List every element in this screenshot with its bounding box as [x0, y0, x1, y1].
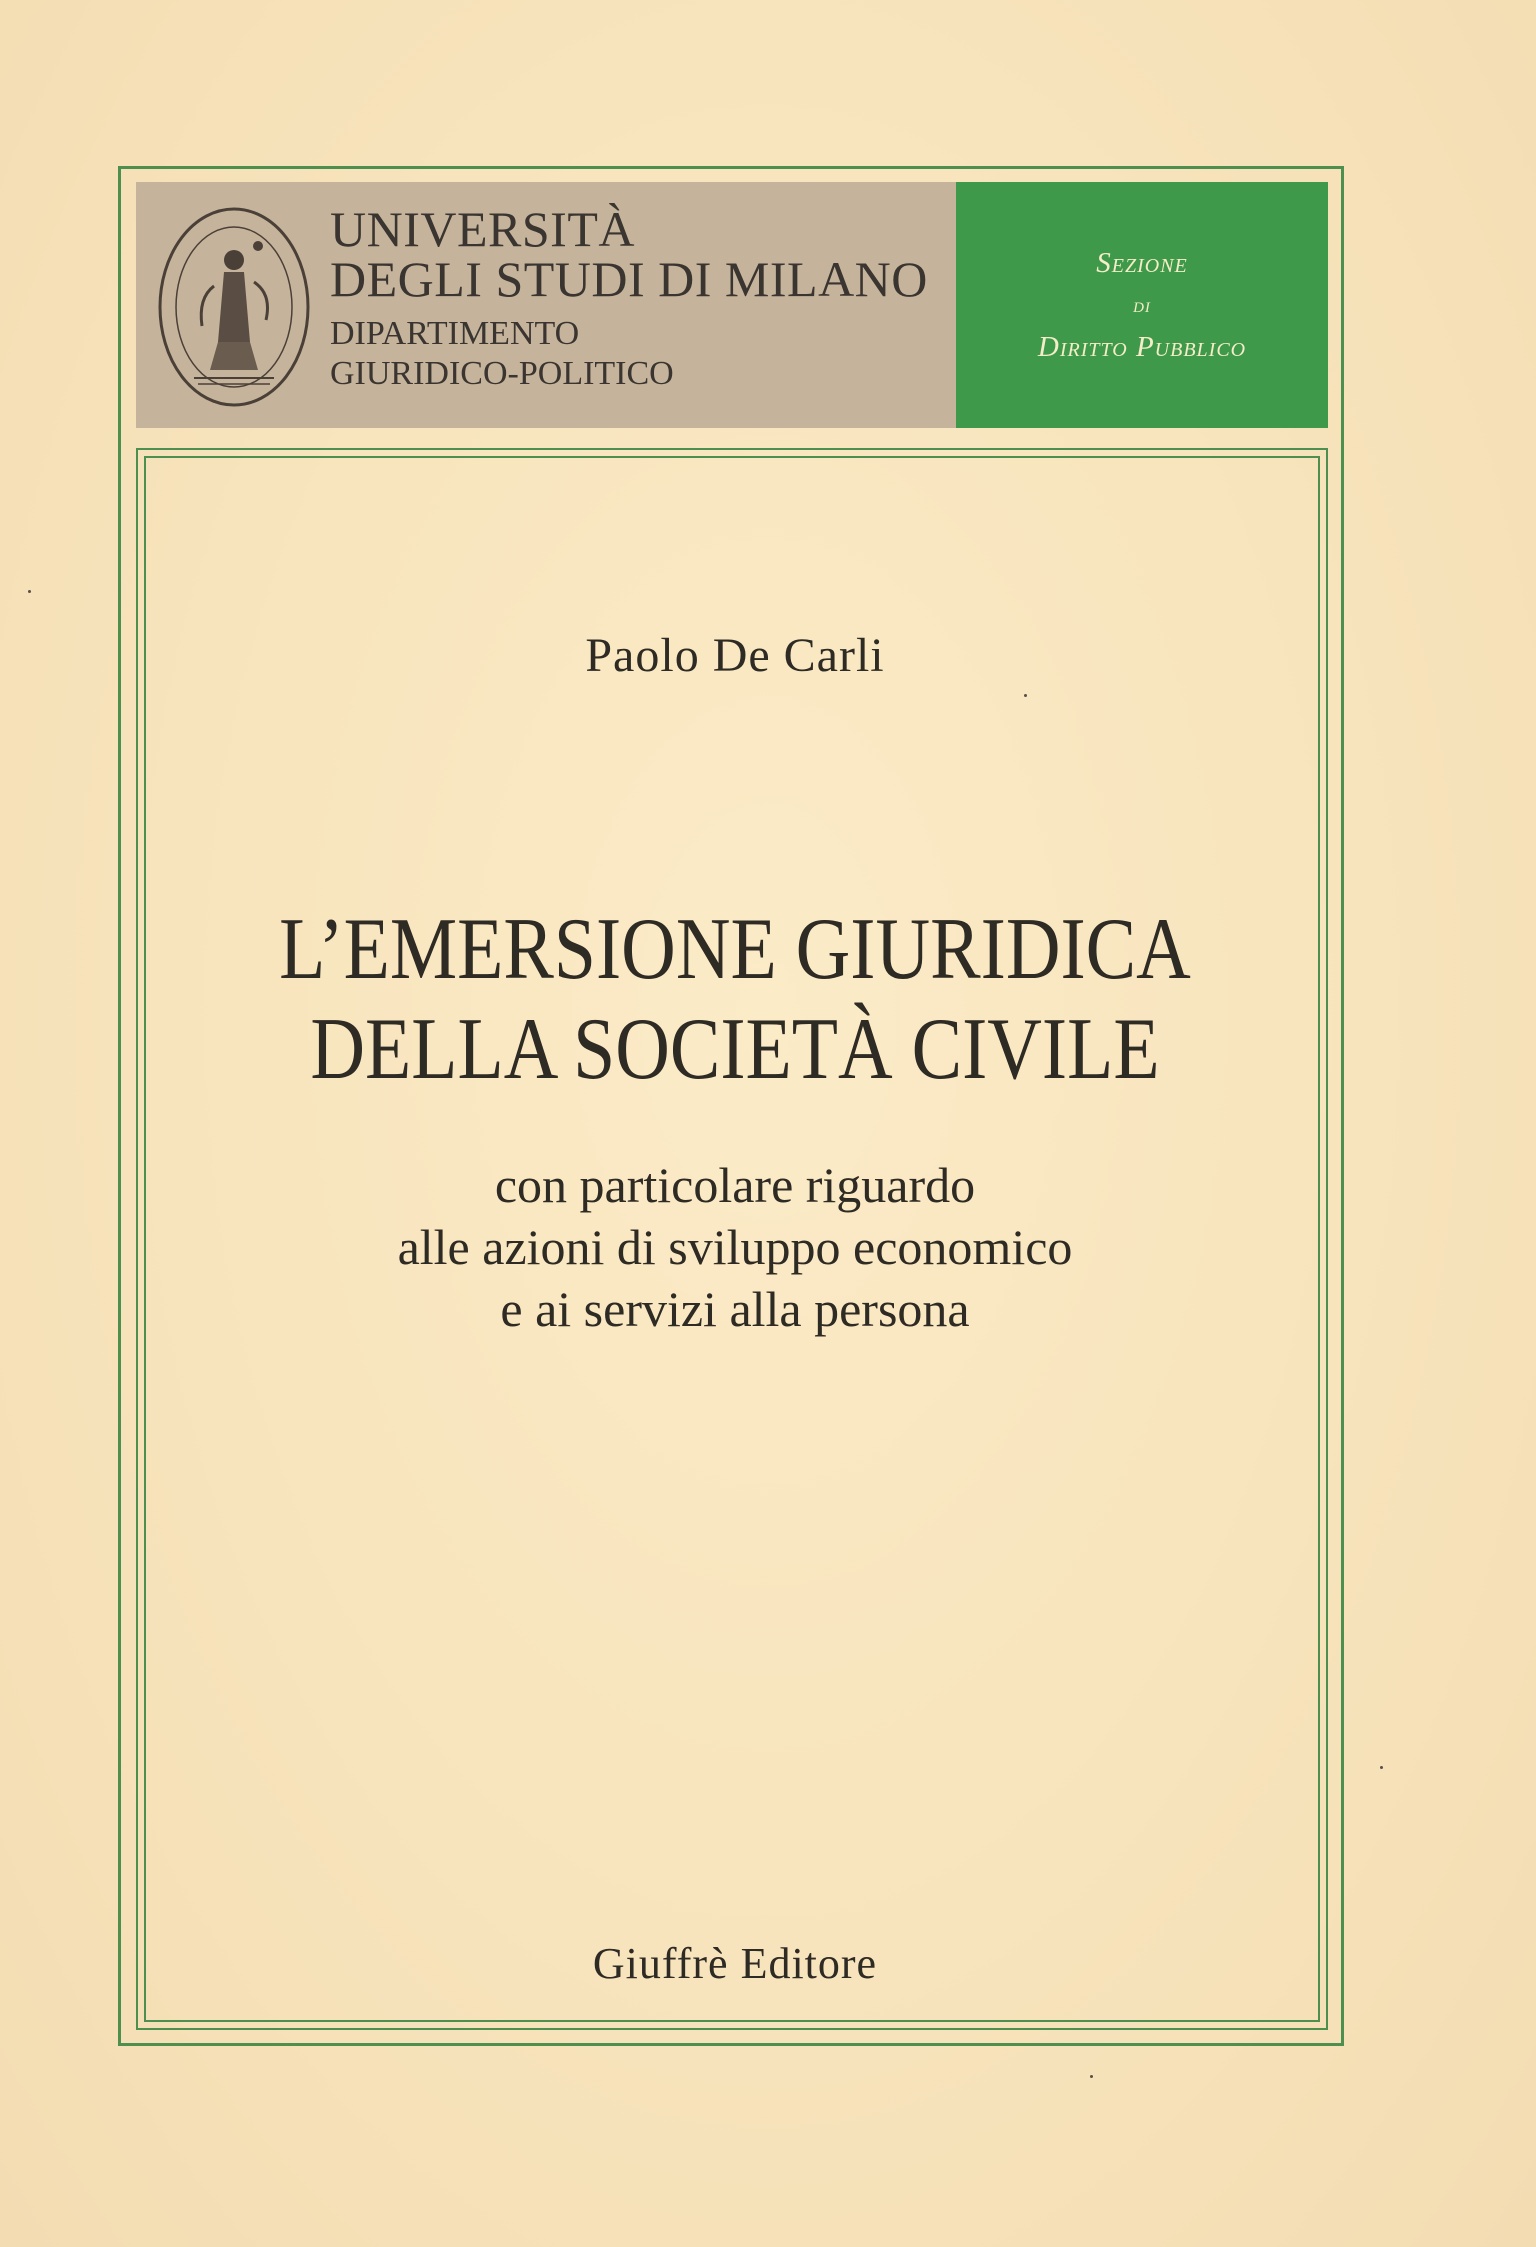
paper-speck: [1090, 2075, 1093, 2078]
university-name-block: [330, 201, 928, 394]
header-band: [136, 182, 1328, 428]
subtitle-line-1: con particolare riguardo: [494, 1157, 976, 1213]
university-seal-icon: [154, 202, 314, 412]
department-line-1: DIPARTIMENTO: [330, 315, 580, 352]
subtitle-line-3: e ai servizi alla persona: [500, 1281, 970, 1337]
subtitle-line-2: alle azioni di sviluppo economico: [397, 1219, 1073, 1275]
title-line-1: L’EMERSIONE GIURIDICA: [279, 901, 1191, 998]
section-panel: [956, 182, 1328, 428]
paper-speck: [28, 590, 31, 593]
section-line-1: Sezione: [1096, 247, 1188, 279]
author-name: Paolo De Carli: [585, 629, 885, 682]
section-line-3: Diritto Pubblico: [1037, 331, 1247, 363]
university-line-1: UNIVERSITÀ: [330, 201, 635, 257]
university-line-2: DEGLI STUDI DI MILANO: [330, 251, 928, 307]
section-line-2: di: [1133, 292, 1151, 317]
paper-speck: [1024, 694, 1027, 697]
book-title: [103, 900, 1367, 1100]
publisher-name: Giuffrè Editore: [592, 1939, 878, 1988]
book-subtitle: [0, 1154, 1470, 1340]
university-panel: [136, 182, 956, 428]
title-line-2: DELLA SOCIETÀ CIVILE: [310, 1001, 1160, 1098]
paper-speck: [1380, 1766, 1383, 1769]
department-line-2: GIURIDICO-POLITICO: [330, 355, 674, 392]
